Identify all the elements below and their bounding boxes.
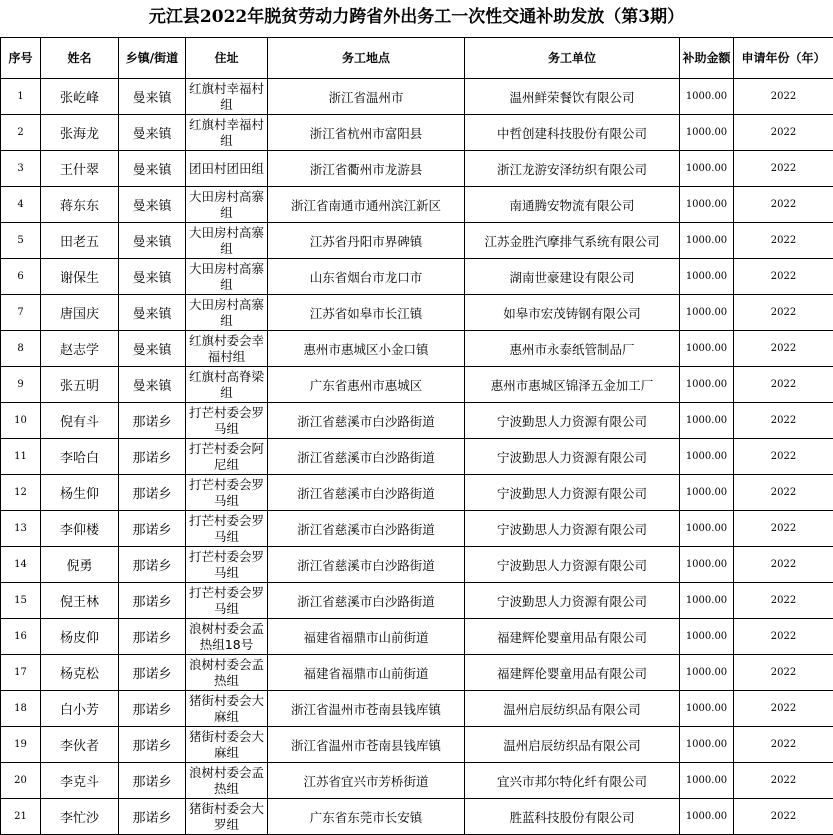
cell-township: 那诺乡 bbox=[119, 439, 186, 475]
cell-address: 打芒村委会罗马组 bbox=[186, 511, 268, 547]
cell-employer: 宁波勤思人力资源有限公司 bbox=[465, 439, 680, 475]
cell-year: 2022 bbox=[734, 547, 833, 583]
header-name: 姓名 bbox=[41, 38, 119, 79]
cell-township: 那诺乡 bbox=[119, 475, 186, 511]
cell-township: 那诺乡 bbox=[119, 799, 186, 835]
cell-name: 杨皮仰 bbox=[41, 619, 119, 655]
cell-amount: 1000.00 bbox=[680, 331, 734, 367]
cell-index: 13 bbox=[1, 511, 41, 547]
cell-amount: 1000.00 bbox=[680, 727, 734, 763]
cell-address: 打芒村委会罗马组 bbox=[186, 403, 268, 439]
cell-year: 2022 bbox=[734, 151, 833, 187]
header-amount: 补助金额 bbox=[680, 38, 734, 79]
cell-employer: 湖南世豪建设有限公司 bbox=[465, 259, 680, 295]
cell-name: 张五明 bbox=[41, 367, 119, 403]
cell-amount: 1000.00 bbox=[680, 763, 734, 799]
cell-address: 打芒村委会罗马组 bbox=[186, 583, 268, 619]
table-row bbox=[1, 187, 833, 223]
cell-work-location: 江苏省宜兴市芳桥街道 bbox=[268, 763, 465, 799]
cell-work-location: 山东省烟台市龙口市 bbox=[268, 259, 465, 295]
table-row bbox=[1, 619, 833, 655]
cell-work-location: 浙江省慈溪市白沙路街道 bbox=[268, 403, 465, 439]
cell-index: 19 bbox=[1, 727, 41, 763]
table-row bbox=[1, 655, 833, 691]
table-row bbox=[1, 151, 833, 187]
cell-index: 17 bbox=[1, 655, 41, 691]
cell-year: 2022 bbox=[734, 115, 833, 151]
header-work-location: 务工地点 bbox=[268, 38, 465, 79]
cell-index: 20 bbox=[1, 763, 41, 799]
document-title: 元江县2022年脱贫劳动力跨省外出务工一次性交通补助发放（第3期） bbox=[0, 0, 833, 34]
cell-work-location: 浙江省衢州市龙游县 bbox=[268, 151, 465, 187]
cell-work-location: 福建省福鼎市山前街道 bbox=[268, 655, 465, 691]
table-row bbox=[1, 511, 833, 547]
cell-amount: 1000.00 bbox=[680, 547, 734, 583]
cell-address: 猪街村委会大罗组 bbox=[186, 799, 268, 835]
cell-year: 2022 bbox=[734, 727, 833, 763]
header-employer: 务工单位 bbox=[465, 38, 680, 79]
cell-work-location: 浙江省慈溪市白沙路街道 bbox=[268, 583, 465, 619]
cell-work-location: 浙江省温州市苍南县钱库镇 bbox=[268, 691, 465, 727]
table-row bbox=[1, 475, 833, 511]
header-township: 乡镇/街道 bbox=[119, 38, 186, 79]
cell-township: 曼来镇 bbox=[119, 223, 186, 259]
cell-name: 张海龙 bbox=[41, 115, 119, 151]
cell-employer: 如皋市宏茂铸钢有限公司 bbox=[465, 295, 680, 331]
cell-address: 浪树村委会孟热组 bbox=[186, 655, 268, 691]
cell-township: 那诺乡 bbox=[119, 403, 186, 439]
cell-index: 5 bbox=[1, 223, 41, 259]
cell-work-location: 浙江省慈溪市白沙路街道 bbox=[268, 439, 465, 475]
cell-township: 曼来镇 bbox=[119, 331, 186, 367]
cell-employer: 浙江龙游安泽纺织有限公司 bbox=[465, 151, 680, 187]
cell-township: 曼来镇 bbox=[119, 367, 186, 403]
table-row bbox=[1, 691, 833, 727]
table-row bbox=[1, 799, 833, 835]
cell-address: 猪街村委会大麻组 bbox=[186, 691, 268, 727]
cell-employer: 温州启辰纺织品有限公司 bbox=[465, 691, 680, 727]
cell-index: 9 bbox=[1, 367, 41, 403]
cell-work-location: 广东省东莞市长安镇 bbox=[268, 799, 465, 835]
cell-index: 21 bbox=[1, 799, 41, 835]
cell-name: 李忙沙 bbox=[41, 799, 119, 835]
cell-amount: 1000.00 bbox=[680, 799, 734, 835]
cell-name: 李克斗 bbox=[41, 763, 119, 799]
cell-employer: 惠州市惠城区锦泽五金加工厂 bbox=[465, 367, 680, 403]
table-row bbox=[1, 763, 833, 799]
cell-name: 杨克松 bbox=[41, 655, 119, 691]
cell-amount: 1000.00 bbox=[680, 619, 734, 655]
table-row bbox=[1, 727, 833, 763]
cell-address: 打芒村委会罗马组 bbox=[186, 547, 268, 583]
cell-address: 大田房村高寨组 bbox=[186, 223, 268, 259]
cell-township: 那诺乡 bbox=[119, 547, 186, 583]
cell-index: 12 bbox=[1, 475, 41, 511]
cell-name: 倪勇 bbox=[41, 547, 119, 583]
table-row bbox=[1, 439, 833, 475]
cell-amount: 1000.00 bbox=[680, 187, 734, 223]
cell-township: 曼来镇 bbox=[119, 151, 186, 187]
cell-township: 曼来镇 bbox=[119, 79, 186, 115]
cell-index: 3 bbox=[1, 151, 41, 187]
cell-index: 2 bbox=[1, 115, 41, 151]
cell-amount: 1000.00 bbox=[680, 115, 734, 151]
cell-township: 那诺乡 bbox=[119, 655, 186, 691]
cell-amount: 1000.00 bbox=[680, 79, 734, 115]
table-row bbox=[1, 223, 833, 259]
table-header bbox=[1, 38, 833, 79]
cell-index: 16 bbox=[1, 619, 41, 655]
cell-employer: 中哲创建科技股份有限公司 bbox=[465, 115, 680, 151]
cell-name: 杨生仰 bbox=[41, 475, 119, 511]
cell-amount: 1000.00 bbox=[680, 691, 734, 727]
header-index: 序号 bbox=[1, 38, 41, 79]
cell-name: 倪王林 bbox=[41, 583, 119, 619]
cell-year: 2022 bbox=[734, 187, 833, 223]
cell-township: 曼来镇 bbox=[119, 115, 186, 151]
cell-township: 那诺乡 bbox=[119, 727, 186, 763]
cell-township: 曼来镇 bbox=[119, 259, 186, 295]
cell-employer: 宜兴市邦尔特化纤有限公司 bbox=[465, 763, 680, 799]
cell-year: 2022 bbox=[734, 511, 833, 547]
cell-amount: 1000.00 bbox=[680, 511, 734, 547]
cell-year: 2022 bbox=[734, 655, 833, 691]
cell-year: 2022 bbox=[734, 259, 833, 295]
cell-address: 大田房村高寨组 bbox=[186, 259, 268, 295]
cell-year: 2022 bbox=[734, 223, 833, 259]
cell-work-location: 浙江省慈溪市白沙路街道 bbox=[268, 475, 465, 511]
cell-employer: 宁波勤思人力资源有限公司 bbox=[465, 583, 680, 619]
cell-year: 2022 bbox=[734, 295, 833, 331]
cell-address: 红旗村高脊梁组 bbox=[186, 367, 268, 403]
cell-address: 团田村团田组 bbox=[186, 151, 268, 187]
subsidy-table bbox=[0, 37, 833, 835]
cell-year: 2022 bbox=[734, 331, 833, 367]
table-row bbox=[1, 295, 833, 331]
cell-index: 14 bbox=[1, 547, 41, 583]
cell-year: 2022 bbox=[734, 763, 833, 799]
cell-work-location: 福建省福鼎市山前街道 bbox=[268, 619, 465, 655]
cell-year: 2022 bbox=[734, 367, 833, 403]
cell-index: 8 bbox=[1, 331, 41, 367]
cell-name: 赵志学 bbox=[41, 331, 119, 367]
cell-employer: 福建辉伦婴童用品有限公司 bbox=[465, 655, 680, 691]
table-row bbox=[1, 403, 833, 439]
cell-address: 红旗村幸福村组 bbox=[186, 79, 268, 115]
cell-name: 张屹峰 bbox=[41, 79, 119, 115]
cell-year: 2022 bbox=[734, 691, 833, 727]
cell-amount: 1000.00 bbox=[680, 475, 734, 511]
cell-township: 那诺乡 bbox=[119, 763, 186, 799]
cell-name: 田老五 bbox=[41, 223, 119, 259]
cell-name: 白小芳 bbox=[41, 691, 119, 727]
cell-index: 10 bbox=[1, 403, 41, 439]
cell-employer: 温州鲜荣餐饮有限公司 bbox=[465, 79, 680, 115]
cell-name: 谢保生 bbox=[41, 259, 119, 295]
cell-amount: 1000.00 bbox=[680, 223, 734, 259]
cell-work-location: 浙江省慈溪市白沙路街道 bbox=[268, 511, 465, 547]
cell-index: 6 bbox=[1, 259, 41, 295]
cell-amount: 1000.00 bbox=[680, 151, 734, 187]
cell-township: 曼来镇 bbox=[119, 295, 186, 331]
cell-work-location: 浙江省温州市 bbox=[268, 79, 465, 115]
cell-work-location: 浙江省杭州市富阳县 bbox=[268, 115, 465, 151]
cell-year: 2022 bbox=[734, 79, 833, 115]
cell-township: 那诺乡 bbox=[119, 583, 186, 619]
cell-address: 大田房村高寨组 bbox=[186, 187, 268, 223]
table-row bbox=[1, 79, 833, 115]
cell-employer: 宁波勤思人力资源有限公司 bbox=[465, 511, 680, 547]
table-body bbox=[1, 79, 833, 835]
cell-year: 2022 bbox=[734, 619, 833, 655]
cell-amount: 1000.00 bbox=[680, 259, 734, 295]
cell-address: 大田房村高寨组 bbox=[186, 295, 268, 331]
cell-index: 11 bbox=[1, 439, 41, 475]
cell-name: 蒋东东 bbox=[41, 187, 119, 223]
cell-work-location: 浙江省慈溪市白沙路街道 bbox=[268, 547, 465, 583]
cell-address: 打芒村委会阿尼组 bbox=[186, 439, 268, 475]
header-year: 申请年份（年） bbox=[734, 38, 833, 79]
cell-work-location: 浙江省温州市苍南县钱库镇 bbox=[268, 727, 465, 763]
cell-amount: 1000.00 bbox=[680, 655, 734, 691]
table-row bbox=[1, 367, 833, 403]
header-address: 住址 bbox=[186, 38, 268, 79]
cell-index: 15 bbox=[1, 583, 41, 619]
cell-address: 红旗村委会幸福村组 bbox=[186, 331, 268, 367]
cell-name: 倪有斗 bbox=[41, 403, 119, 439]
cell-amount: 1000.00 bbox=[680, 367, 734, 403]
cell-index: 7 bbox=[1, 295, 41, 331]
table-row bbox=[1, 331, 833, 367]
cell-index: 18 bbox=[1, 691, 41, 727]
cell-work-location: 惠州市惠城区小金口镇 bbox=[268, 331, 465, 367]
cell-name: 王什翠 bbox=[41, 151, 119, 187]
cell-address: 红旗村幸福村组 bbox=[186, 115, 268, 151]
cell-name: 李仰楼 bbox=[41, 511, 119, 547]
cell-year: 2022 bbox=[734, 403, 833, 439]
cell-name: 李哈白 bbox=[41, 439, 119, 475]
cell-year: 2022 bbox=[734, 583, 833, 619]
cell-amount: 1000.00 bbox=[680, 295, 734, 331]
table-row bbox=[1, 547, 833, 583]
cell-work-location: 江苏省丹阳市界碑镇 bbox=[268, 223, 465, 259]
cell-employer: 宁波勤思人力资源有限公司 bbox=[465, 547, 680, 583]
cell-township: 曼来镇 bbox=[119, 187, 186, 223]
cell-employer: 江苏金胜汽摩排气系统有限公司 bbox=[465, 223, 680, 259]
cell-index: 1 bbox=[1, 79, 41, 115]
cell-year: 2022 bbox=[734, 439, 833, 475]
cell-address: 打芒村委会罗马组 bbox=[186, 475, 268, 511]
header-row bbox=[1, 38, 833, 79]
cell-address: 浪树村委会孟热组18号 bbox=[186, 619, 268, 655]
table-row bbox=[1, 583, 833, 619]
cell-employer: 惠州市永泰纸管制品厂 bbox=[465, 331, 680, 367]
cell-work-location: 广东省惠州市惠城区 bbox=[268, 367, 465, 403]
cell-township: 那诺乡 bbox=[119, 691, 186, 727]
cell-township: 那诺乡 bbox=[119, 619, 186, 655]
cell-address: 浪树村委会孟热组 bbox=[186, 763, 268, 799]
cell-employer: 宁波勤思人力资源有限公司 bbox=[465, 403, 680, 439]
cell-index: 4 bbox=[1, 187, 41, 223]
cell-year: 2022 bbox=[734, 475, 833, 511]
cell-amount: 1000.00 bbox=[680, 439, 734, 475]
cell-employer: 宁波勤思人力资源有限公司 bbox=[465, 475, 680, 511]
cell-employer: 福建辉伦婴童用品有限公司 bbox=[465, 619, 680, 655]
cell-year: 2022 bbox=[734, 799, 833, 835]
cell-address: 猪街村委会大麻组 bbox=[186, 727, 268, 763]
cell-amount: 1000.00 bbox=[680, 403, 734, 439]
table-row bbox=[1, 115, 833, 151]
cell-work-location: 浙江省南通市通州滨江新区 bbox=[268, 187, 465, 223]
cell-name: 李伙者 bbox=[41, 727, 119, 763]
cell-name: 唐国庆 bbox=[41, 295, 119, 331]
cell-employer: 南通腾安物流有限公司 bbox=[465, 187, 680, 223]
cell-work-location: 江苏省如皋市长江镇 bbox=[268, 295, 465, 331]
cell-amount: 1000.00 bbox=[680, 583, 734, 619]
cell-township: 那诺乡 bbox=[119, 511, 186, 547]
cell-employer: 胜蓝科技股份有限公司 bbox=[465, 799, 680, 835]
cell-employer: 温州启辰纺织品有限公司 bbox=[465, 727, 680, 763]
table-row bbox=[1, 259, 833, 295]
